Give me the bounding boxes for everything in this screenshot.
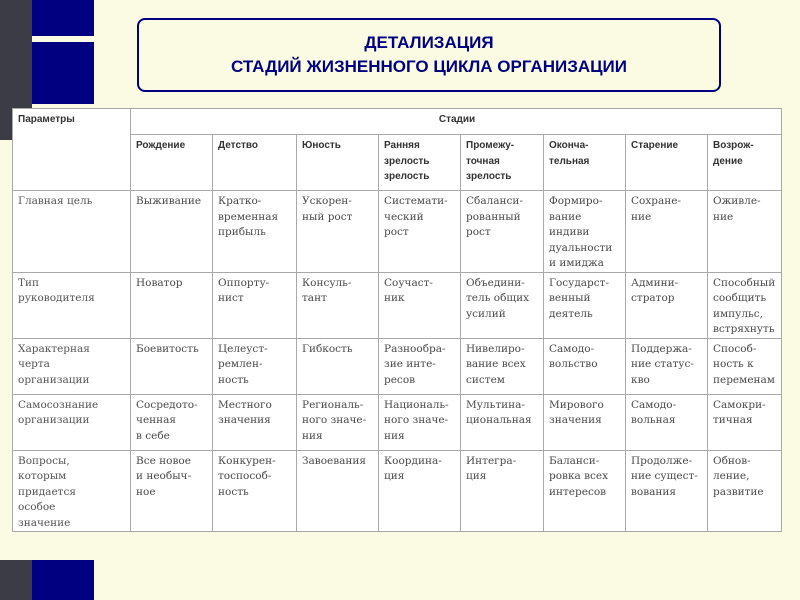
table-cell: Соучаст- ник xyxy=(379,272,461,338)
stages-header: Стадии xyxy=(131,109,782,135)
table-cell: Оживле- ние xyxy=(708,191,782,273)
title-line-2: СТАДИЙ ЖИЗНЕННОГО ЦИКЛА ОРГАНИЗАЦИИ xyxy=(231,57,627,76)
table-cell: Продолже- ние сущест- вования xyxy=(626,450,708,532)
stage-header: Оконча- тельная xyxy=(544,135,626,191)
table-cell: Конкурен- тоспособ- ность xyxy=(213,450,297,532)
table-row xyxy=(13,272,782,338)
table-cell: Формиро- вание индиви дуальности и имиджа xyxy=(544,191,626,273)
table-cell: Интегра- ция xyxy=(461,450,544,532)
table-cell: Националь- ного значе- ния xyxy=(379,394,461,450)
table-cell: Боевитость xyxy=(131,338,213,394)
table-cell: Админи- стратор xyxy=(626,272,708,338)
table-row xyxy=(13,338,782,394)
table-cell: Консуль- тант xyxy=(297,272,379,338)
title-line-1: ДЕТАЛИЗАЦИЯ xyxy=(364,33,494,52)
table-cell: Мультина- циональная xyxy=(461,394,544,450)
table-cell: Сохране- ние xyxy=(626,191,708,273)
table-cell: Разнообра- зие инте- ресов xyxy=(379,338,461,394)
table-cell: Новатор xyxy=(131,272,213,338)
table-cell: Самодо- вольная xyxy=(626,394,708,450)
table-cell: Системати- ческий рост xyxy=(379,191,461,273)
table-cell: Координа- ция xyxy=(379,450,461,532)
table-cell: Способ- ность к переменам xyxy=(708,338,782,394)
table-cell: Целеуст- ремлен- ность xyxy=(213,338,297,394)
table-cell: Оппорту- нист xyxy=(213,272,297,338)
row-param: Самосознание организации xyxy=(13,394,131,450)
table-cell: Гибкость xyxy=(297,338,379,394)
table-cell: Сбаланси- рованный рост xyxy=(461,191,544,273)
table-cell: Нивелиро- вание всех систем xyxy=(461,338,544,394)
lifecycle-table xyxy=(12,108,782,532)
row-param: Тип руководителя xyxy=(13,272,131,338)
table-cell: Завоевания xyxy=(297,450,379,532)
table-cell: Государст- венный деятель xyxy=(544,272,626,338)
stage-header: Промежу- точная зрелость xyxy=(461,135,544,191)
row-param: Вопросы, которым придается особое значение xyxy=(13,450,131,532)
param-header: Параметры xyxy=(13,109,131,191)
stage-header: Старение xyxy=(626,135,708,191)
table-cell: Самодо- вольство xyxy=(544,338,626,394)
table-cell: Региональ- ного значе- ния xyxy=(297,394,379,450)
table-row xyxy=(13,191,782,273)
slide-title xyxy=(137,18,721,92)
table-row xyxy=(13,394,782,450)
table-cell: Все новое и необыч- ное xyxy=(131,450,213,532)
table-cell: Ускорен- ный рост xyxy=(297,191,379,273)
stage-header: Рождение xyxy=(131,135,213,191)
table-cell: Поддержа- ние статус- кво xyxy=(626,338,708,394)
table-cell: Объедини- тель общих усилий xyxy=(461,272,544,338)
table-cell: Баланси- ровка всех интересов xyxy=(544,450,626,532)
table-cell: Способный сообщить импульс, встряхнуть xyxy=(708,272,782,338)
table-cell: Кратко- временная прибыль xyxy=(213,191,297,273)
table-cell: Местного значения xyxy=(213,394,297,450)
table-cell: Сосредото- ченная в себе xyxy=(131,394,213,450)
table-cell: Обнов- ление, развитие xyxy=(708,450,782,532)
row-param: Характерная черта организации xyxy=(13,338,131,394)
table-cell: Выживание xyxy=(131,191,213,273)
stage-header: Возрож- дение xyxy=(708,135,782,191)
table-row xyxy=(13,450,782,532)
stage-header: Ранняя зрелость зрелость xyxy=(379,135,461,191)
stage-header: Юность xyxy=(297,135,379,191)
table-cell: Мирового значения xyxy=(544,394,626,450)
table-cell: Самокри- тичная xyxy=(708,394,782,450)
row-param: Главная цель xyxy=(13,191,131,273)
stage-header: Детство xyxy=(213,135,297,191)
